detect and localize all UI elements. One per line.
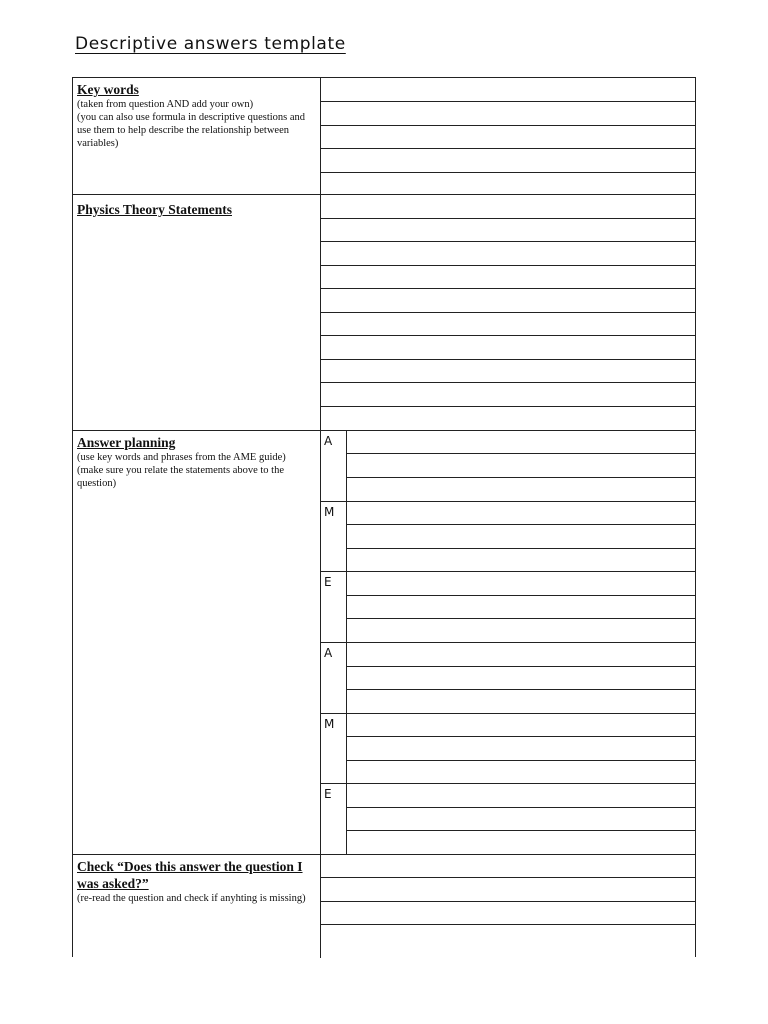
key-words-heading: Key words <box>77 82 139 97</box>
writing-line[interactable] <box>321 195 695 219</box>
check-heading: Check “Does this answer the question I was asked?” <box>77 859 303 891</box>
writing-line[interactable] <box>347 643 695 667</box>
writing-line[interactable] <box>321 266 695 289</box>
writing-line[interactable] <box>347 596 695 619</box>
ame-letter-e: E <box>321 572 347 643</box>
check-section <box>73 855 695 958</box>
writing-line[interactable] <box>347 690 695 714</box>
theory-heading: Physics Theory Statements <box>77 202 232 217</box>
ame-lines-e <box>347 784 695 855</box>
ame-lines-m <box>347 714 695 784</box>
ame-letter-a: A <box>321 431 347 502</box>
writing-line[interactable] <box>321 219 695 242</box>
ame-letter-e: E <box>321 784 347 855</box>
writing-line[interactable] <box>347 761 695 784</box>
ame-lines-a <box>347 643 695 714</box>
writing-line[interactable] <box>347 808 695 831</box>
writing-line[interactable] <box>321 878 695 902</box>
writing-line[interactable] <box>321 126 695 149</box>
planning-note-2: (make sure you relate the statements above to the question) <box>77 465 285 489</box>
writing-line[interactable] <box>321 242 695 266</box>
writing-line[interactable] <box>347 714 695 737</box>
check-note: (re-read the question and check if anyhting is missing) <box>77 893 306 904</box>
writing-line[interactable] <box>321 360 695 383</box>
writing-line[interactable] <box>347 784 695 808</box>
planning-label-cell <box>73 431 321 854</box>
key-words-section <box>73 78 695 195</box>
writing-line[interactable] <box>321 855 695 878</box>
writing-line[interactable] <box>321 383 695 407</box>
theory-lines <box>321 195 695 430</box>
ame-letter-m: M <box>321 714 347 784</box>
ame-lines-e <box>347 572 695 643</box>
writing-line[interactable] <box>321 336 695 360</box>
writing-line[interactable] <box>347 572 695 596</box>
writing-line[interactable] <box>347 431 695 454</box>
writing-line[interactable] <box>347 478 695 502</box>
ame-lines-m <box>347 502 695 572</box>
planning-note-1: (use key words and phrases from the AME guide) <box>77 452 286 463</box>
theory-label-cell <box>73 195 321 430</box>
check-label-cell <box>73 855 321 958</box>
writing-line[interactable] <box>347 667 695 690</box>
writing-line[interactable] <box>321 902 695 925</box>
writing-line[interactable] <box>321 78 695 102</box>
ame-letter-a: A <box>321 643 347 714</box>
writing-line[interactable] <box>347 549 695 572</box>
planning-section <box>73 431 695 855</box>
writing-line[interactable] <box>347 525 695 549</box>
ame-letter-m: M <box>321 502 347 572</box>
key-words-label-cell <box>73 78 321 194</box>
writing-line[interactable] <box>347 737 695 761</box>
key-words-note-2: (you can also use formula in descriptive questions and use them to help describe the relationship between variables) <box>77 112 306 149</box>
ame-lines-a <box>347 431 695 502</box>
document-title: Descriptive answers template <box>75 34 346 54</box>
key-words-lines <box>321 78 695 194</box>
writing-line[interactable] <box>347 619 695 643</box>
theory-section <box>73 195 695 431</box>
writing-line[interactable] <box>347 502 695 525</box>
writing-line[interactable] <box>321 102 695 126</box>
key-words-note-1: (taken from question AND add your own) <box>77 99 254 110</box>
check-lines <box>321 855 695 958</box>
writing-line[interactable] <box>321 289 695 313</box>
writing-line[interactable] <box>321 313 695 336</box>
answer-template-form <box>72 77 696 957</box>
writing-line[interactable] <box>321 149 695 173</box>
planning-heading: Answer planning <box>77 435 176 450</box>
writing-line[interactable] <box>347 454 695 478</box>
